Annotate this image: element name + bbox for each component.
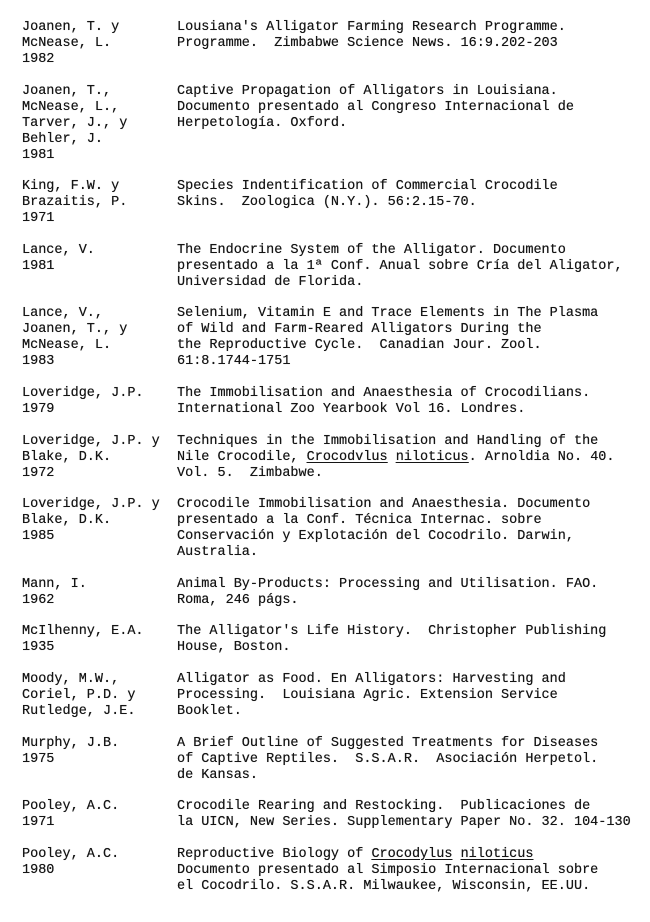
entry-reference [177,736,650,784]
reference-line [177,100,650,116]
reference-line [177,338,650,354]
reference-line [177,640,650,656]
reference-line [177,799,650,815]
entry-authors [0,434,177,482]
reference-line [177,863,650,879]
reference-text: Herpetología. Oxford. [177,115,348,131]
reference-text: Techniques in the Immobilisation and Handling of the [177,433,599,449]
entry-authors [0,624,177,656]
reference-text: Roma, 246 págs. [177,592,299,608]
reference-line [177,513,650,529]
entry-author: Loveridge, J.P. y [22,497,160,513]
bibliography-entry [0,179,650,227]
reference-line [177,306,650,322]
reference-text: . Arnoldia No. 40. [468,449,615,465]
species-name: niloticus [460,846,534,862]
reference-text: Documento presentado al Simposio Internacional sobre [177,862,599,878]
reference-line [177,275,650,291]
entry-authors [0,179,177,227]
entry-author: Behler, J. [22,131,104,147]
reference-text [388,450,396,465]
reference-text: A Brief Outline of Suggested Treatments for Diseases [177,735,599,751]
entry-authors [0,20,177,68]
entry-reference [177,672,650,720]
reference-line [177,688,650,704]
reference-text: Australia. [177,545,259,561]
entry-author: Joanen, T. y [22,20,120,35]
entry-year: 1971 [22,211,55,227]
entry-author: Mann, I. [22,576,87,592]
reference-text: Universidad de Florida. [177,274,364,290]
bibliography-entry [0,243,650,291]
reference-text: Documento presentado al Congreso Internacional de [177,99,574,115]
entry-author: Brazaitis, P. [22,195,128,211]
reference-line [177,577,650,593]
bibliography-entry [0,847,650,895]
entry-year: 1981 [22,147,55,163]
entry-author: Joanen, T., [22,83,112,99]
reference-text: Vol. 5. Zimbabwe. [177,465,323,481]
entry-year: 1981 [22,258,55,274]
reference-line [177,624,650,640]
entry-year: 1971 [22,815,55,831]
bibliography-entry [0,306,650,370]
bibliography-entry [0,20,650,68]
bibliography-page [0,20,650,910]
entry-author: Moody, M.W., [22,671,120,687]
entry-reference [177,84,650,164]
entry-year: 1975 [22,751,55,767]
reference-line [177,402,650,418]
reference-line [177,847,650,863]
reference-text: The Endocrine System of the Alligator. Documento [177,242,566,258]
reference-line [177,243,650,259]
entry-author: Blake, D.K. [22,513,112,529]
entry-year: 1979 [22,401,55,417]
reference-text: Reproductive Biology of [177,846,372,862]
bibliography-entry [0,434,650,482]
reference-text: Alligator as Food. En Alligators: Harvesting and [177,671,566,687]
reference-line [177,529,650,545]
reference-line [177,815,650,831]
reference-text: Programme. Zimbabwe Science News. 16:9.202-203 [177,36,558,51]
entry-author: McNease, L. [22,36,112,51]
reference-text: Lousiana's Alligator Farming Research Programme. [177,20,566,35]
reference-text: Species Indentification of Commercial Crocodile [177,179,558,195]
reference-text: Skins. Zoologica (N.Y.). 56:2.15-70. [177,195,477,211]
bibliography-entry [0,577,650,609]
entry-authors [0,736,177,784]
entry-authors [0,672,177,720]
entry-year: 1982 [22,52,55,67]
reference-text: 61:8.1744-1751 [177,354,291,370]
entry-reference [177,179,650,227]
reference-text: Crocodile Rearing and Restocking. Publicaciones de [177,799,591,815]
entry-reference [177,306,650,370]
reference-line [177,116,650,132]
entry-reference [177,624,650,656]
reference-line [177,879,650,895]
reference-text: the Reproductive Cycle. Canadian Jour. Zool. [177,338,542,354]
reference-text: The Immobilisation and Anaesthesia of Crocodilians. [177,385,591,401]
bibliography-entry [0,497,650,561]
reference-text: The Alligator's Life History. Christopher Publishing [177,624,607,640]
bibliography-entry [0,84,650,164]
entry-author: Loveridge, J.P. [22,385,144,401]
entry-author: Murphy, J.B. [22,735,120,751]
entry-reference [177,577,650,609]
reference-line [177,434,650,450]
entry-author: Coriel, P.D. y [22,687,136,703]
reference-text: presentado a la 1ª Conf. Anual sobre Cría del Aligator, [177,258,623,274]
reference-line [177,259,650,275]
reference-text: of Captive Reptiles. S.S.A.R. Asociación Herpetol. [177,751,599,767]
entry-year: 1962 [22,592,55,608]
entry-authors [0,306,177,370]
reference-text: of Wild and Farm-Reared Alligators During the [177,322,542,338]
reference-line [177,466,650,482]
reference-text: Captive Propagation of Alligators in Louisiana. [177,83,558,99]
reference-text: presentado a la Conf. Técnica Internac. sobre [177,513,542,529]
entry-year: 1985 [22,529,55,545]
reference-line [177,36,650,52]
entry-reference [177,243,650,291]
reference-text: Animal By-Products: Processing and Utilisation. FAO. [177,576,599,592]
species-name: niloticus [395,449,469,465]
entry-authors [0,799,177,831]
entry-reference [177,497,650,561]
reference-line [177,768,650,784]
reference-text [452,847,460,862]
reference-line [177,497,650,513]
reference-text: Conservación y Explotación del Cocodrilo. Darwin, [177,529,574,545]
bibliography-entry [0,672,650,720]
reference-line [177,20,650,36]
reference-line [177,736,650,752]
reference-text: la UICN, New Series. Supplementary Paper No. 32. 104-130 [177,815,631,831]
entry-author: McNease, L., [22,99,120,115]
reference-line [177,386,650,402]
reference-text: Nile Crocodile, [177,449,307,465]
entry-author: McIlhenny, E.A. [22,624,144,640]
reference-line [177,672,650,688]
reference-text: Processing. Louisiana Agric. Extension Service [177,687,558,703]
reference-line [177,593,650,609]
entry-year: 1935 [22,640,55,656]
reference-line [177,704,650,720]
entry-author: Pooley, A.C. [22,846,120,862]
entry-reference [177,434,650,482]
reference-text: Selenium, Vitamin E and Trace Elements in The Plasma [177,306,599,322]
entry-author: Joanen, T., y [22,322,128,338]
entry-author: Blake, D.K. [22,449,112,465]
reference-text: el Cocodrilo. S.S.A.R. Milwaukee, Wisconsin, EE.UU. [177,878,591,894]
entry-author: Lance, V., [22,306,104,322]
entry-author: McNease, L. [22,338,112,354]
entry-author: Rutledge, J.E. [22,703,136,719]
species-name: Crocodvlus [306,449,388,465]
entry-year: 1983 [22,354,55,370]
entry-authors [0,497,177,561]
bibliography-entry [0,736,650,784]
entry-author: Lance, V. [22,242,95,258]
bibliography-entry [0,624,650,656]
reference-text: Crocodile Immobilisation and Anaesthesia. Documento [177,497,591,513]
reference-text: de Kansas. [177,767,259,783]
entry-author: Loveridge, J.P. y [22,433,160,449]
species-name: Crocodylus [371,846,453,862]
entry-reference [177,20,650,68]
reference-line [177,545,650,561]
entry-author: Pooley, A.C. [22,799,120,815]
entry-author: King, F.W. y [22,179,120,195]
reference-line [177,752,650,768]
reference-line [177,179,650,195]
entry-reference [177,799,650,831]
reference-line [177,195,650,211]
reference-line [177,354,650,370]
entry-authors [0,84,177,164]
reference-line [177,450,650,466]
reference-text: House, Boston. [177,640,291,656]
reference-line [177,322,650,338]
entry-reference [177,847,650,895]
entry-authors [0,243,177,291]
entry-authors [0,386,177,418]
entry-reference [177,386,650,418]
entry-year: 1980 [22,862,55,878]
reference-text: International Zoo Yearbook Vol 16. Londres. [177,401,526,417]
reference-line [177,84,650,100]
bibliography-entry [0,386,650,418]
entry-authors [0,847,177,895]
entry-authors [0,577,177,609]
reference-text: Booklet. [177,703,242,719]
entry-year: 1972 [22,465,55,481]
bibliography-entry [0,799,650,831]
entry-author: Tarver, J., y [22,115,128,131]
